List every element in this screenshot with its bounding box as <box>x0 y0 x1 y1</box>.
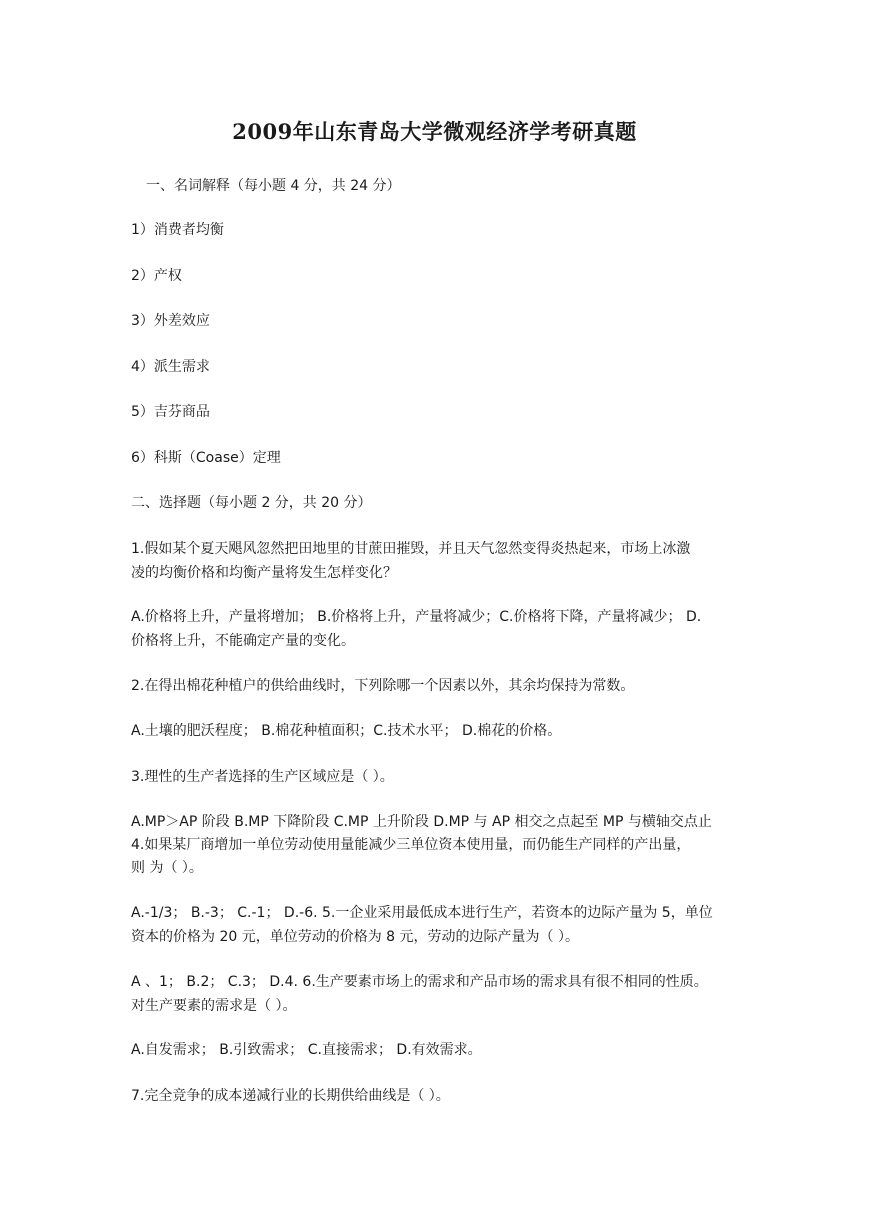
q2-options: A.土壤的肥沃程度； B.棉花种植面积；C.技术水平； D.棉花的价格。 <box>131 723 562 739</box>
q2-stem: 2.在得出棉花种植户的供给曲线时，下列除哪一个因素以外，其余均保持为常数。 <box>131 678 635 694</box>
q4-stem-line2: 则 为（ ）。 <box>131 860 203 876</box>
q5-line2: 资本的价格为 20 元，单位劳动的价格为 8 元，劳动的边际产量为（ ）。 <box>131 929 579 945</box>
section1-heading: 一、名词解释（每小题 4 分，共 24 分） <box>146 178 401 194</box>
document-title: 2009年山东青岛大学微观经济学考研真题 <box>232 119 637 144</box>
q1-stem-line1: 1.假如某个夏天飓风忽然把田地里的甘蔗田摧毁，并且天气忽然变得炎热起来，市场上冰激 <box>131 541 691 557</box>
section2-heading: 二、选择题（每小题 2 分，共 20 分） <box>131 495 372 511</box>
q1-stem-line2: 凌的均衡价格和均衡产量将发生怎样变化？ <box>131 565 397 581</box>
q1-options-line1: A.价格将上升，产量将增加； B.价格将上升，产量将减少；C.价格将下降，产量将减少； D. <box>131 609 702 625</box>
term-item-6: 6）科斯（Coase）定理 <box>131 450 281 466</box>
q3-options: A.MP＞AP 阶段 B.MP 下降阶段 C.MP 上升阶段 D.MP 与 AP 相交之点起至 MP 与横轴交点止 <box>131 814 712 830</box>
q5-line1: A.-1/3； B.-3； C.-1； D.-6. 5.一企业采用最低成本进行生产，若资本的边际产量为 5，单位 <box>131 905 713 921</box>
q4-stem-line1: 4.如果某厂商增加一单位劳动使用量能减少三单位资本使用量，而仍能生产同样的产出量， <box>131 837 691 853</box>
term-item-2: 2）产权 <box>131 268 182 284</box>
term-item-1: 1）消费者均衡 <box>131 222 224 238</box>
term-item-5: 5）吉芬商品 <box>131 404 210 420</box>
term-item-3: 3）外差效应 <box>131 313 210 329</box>
q7-stem: 7.完全竞争的成本递减行业的长期供给曲线是（ ）。 <box>131 1088 450 1104</box>
q6-line1: A 、1； B.2； C.3； D.4. 6.生产要素市场上的需求和产品市场的需求具有很不相同的性质。 <box>131 974 708 990</box>
q6-options: A.自发需求； B.引致需求； C.直接需求； D.有效需求。 <box>131 1042 482 1058</box>
q3-stem: 3.理性的生产者选择的生产区域应是（ ）。 <box>131 769 394 785</box>
q1-options-line2: 价格将上升，不能确定产量的变化。 <box>131 633 355 649</box>
q6-line2: 对生产要素的需求是（ ）。 <box>131 998 297 1014</box>
term-item-4: 4）派生需求 <box>131 359 210 375</box>
